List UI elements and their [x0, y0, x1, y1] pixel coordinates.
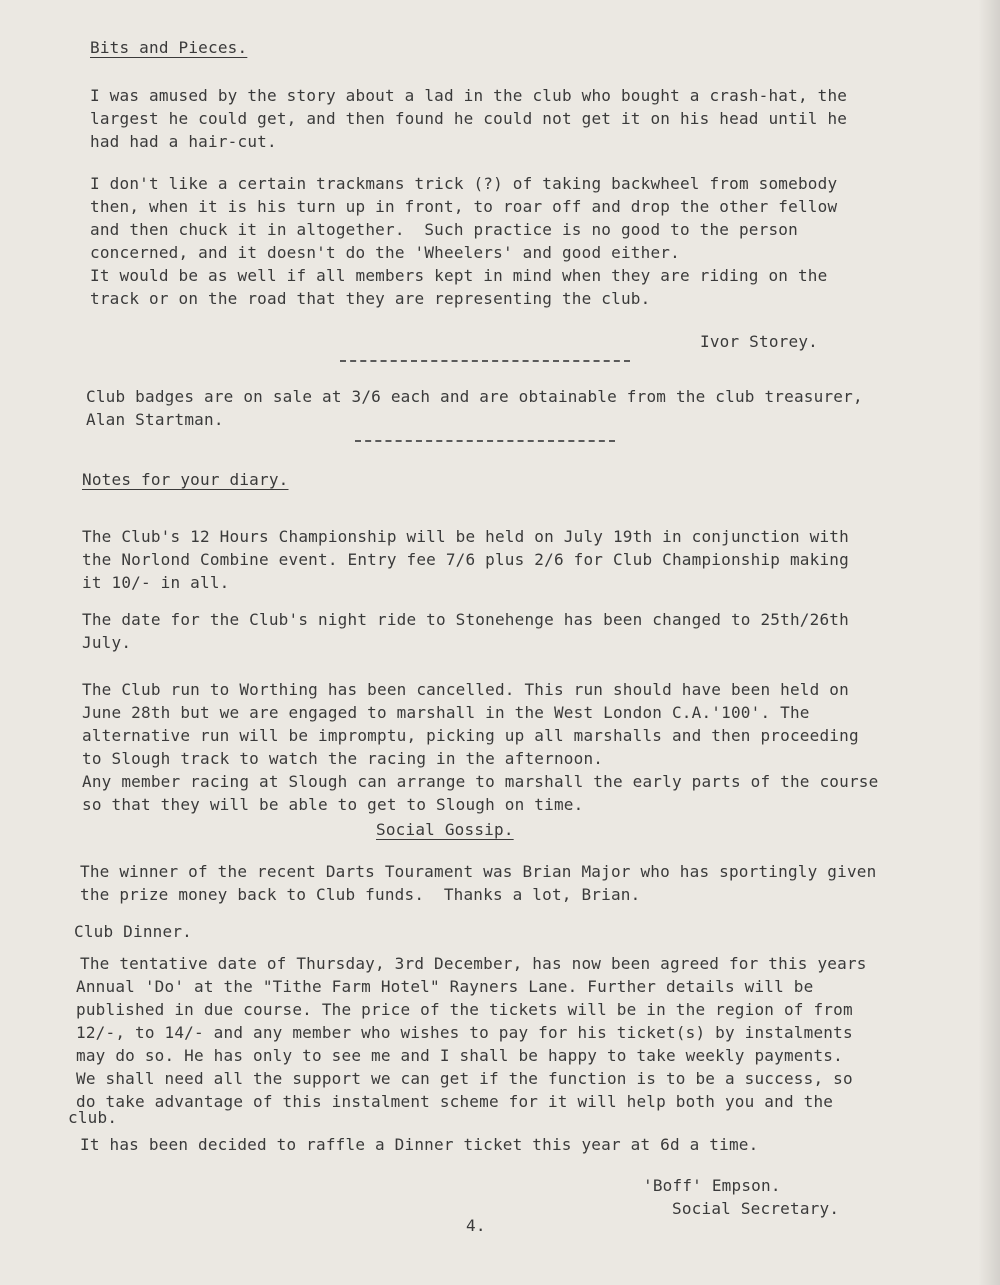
bits-p2-line: then, when it is his turn up in front, to roar off and drop the other fellow — [90, 197, 838, 216]
dinner-line: Annual 'Do' at the "Tithe Farm Hotel" Rayners Lane. Further details will be — [76, 977, 814, 996]
dinner-line: We shall need all the support we can get if the function is to be a success, so — [76, 1069, 853, 1088]
diary-p1-line: it 10/- in all. — [82, 573, 230, 592]
badges-line: Club badges are on sale at 3/6 each and are obtainable from the club treasurer, — [86, 387, 863, 406]
section-divider — [340, 360, 630, 362]
diary-p3-line: The Club run to Worthing has been cancelled. This run should have been held on — [82, 680, 849, 699]
diary-heading: Notes for your diary. — [82, 470, 289, 489]
dinner-line: It has been decided to raffle a Dinner ticket this year at 6d a time. — [80, 1135, 759, 1154]
dinner-line: do take advantage of this instalment scheme for it will help both you and the — [76, 1092, 834, 1111]
bits-p2-line: concerned, and it doesn't do the 'Wheelers' and good either. — [90, 243, 680, 262]
diary-p3-line: Any member racing at Slough can arrange to marshall the early parts of the course — [82, 772, 879, 791]
section-divider — [355, 440, 615, 442]
diary-p2-line: July. — [82, 633, 132, 652]
dinner-line: 12/-, to 14/- and any member who wishes to pay for his ticket(s) by instalments — [76, 1023, 853, 1042]
bits-p2-line: and then chuck it in altogether. Such practice is no good to the person — [90, 220, 798, 239]
bits-p2-line: I don't like a certain trackmans trick (?) of taking backwheel from somebody — [90, 174, 838, 193]
page-number: 4. — [466, 1216, 486, 1235]
bits-p2-line: track or on the road that they are representing the club. — [90, 289, 651, 308]
social-signature-title: Social Secretary. — [672, 1199, 840, 1218]
diary-p3-line: June 28th but we are engaged to marshall in the West London C.A.'100'. The — [82, 703, 810, 722]
social-signature-name: 'Boff' Empson. — [643, 1176, 781, 1195]
dinner-line: published in due course. The price of the tickets will be in the region of from — [76, 1000, 853, 1019]
dinner-line: club. — [68, 1108, 118, 1127]
bits-p1-line: largest he could get, and then found he could not get it on his head until he — [90, 109, 848, 128]
diary-p3-line: to Slough track to watch the racing in the afternoon. — [82, 749, 604, 768]
social-heading: Social Gossip. — [376, 820, 514, 839]
social-p1-line: the prize money back to Club funds. Thanks a lot, Brian. — [80, 885, 641, 904]
bits-signature: Ivor Storey. — [700, 332, 818, 351]
bits-p1-line: I was amused by the story about a lad in the club who bought a crash-hat, the — [90, 86, 848, 105]
diary-p2-line: The date for the Club's night ride to Stonehenge has been changed to 25th/26th — [82, 610, 849, 629]
diary-p1-line: The Club's 12 Hours Championship will be held on July 19th in conjunction with — [82, 527, 849, 546]
diary-p3-line: alternative run will be impromptu, picking up all marshalls and then proceeding — [82, 726, 859, 745]
diary-p3-line: so that they will be able to get to Slough on time. — [82, 795, 584, 814]
dinner-heading: Club Dinner. — [74, 922, 192, 941]
bits-heading: Bits and Pieces. — [90, 38, 248, 57]
diary-p1-line: the Norlond Combine event. Entry fee 7/6 plus 2/6 for Club Championship making — [82, 550, 849, 569]
bits-p2-line: It would be as well if all members kept in mind when they are riding on the — [90, 266, 828, 285]
badges-line: Alan Startman. — [86, 410, 224, 429]
bits-p1-line: had had a hair-cut. — [90, 132, 277, 151]
dinner-line: The tentative date of Thursday, 3rd December, has now been agreed for this years — [80, 954, 867, 973]
dinner-line: may do so. He has only to see me and I shall be happy to take weekly payments. — [76, 1046, 843, 1065]
social-p1-line: The winner of the recent Darts Tourament was Brian Major who has sportingly given — [80, 862, 877, 881]
